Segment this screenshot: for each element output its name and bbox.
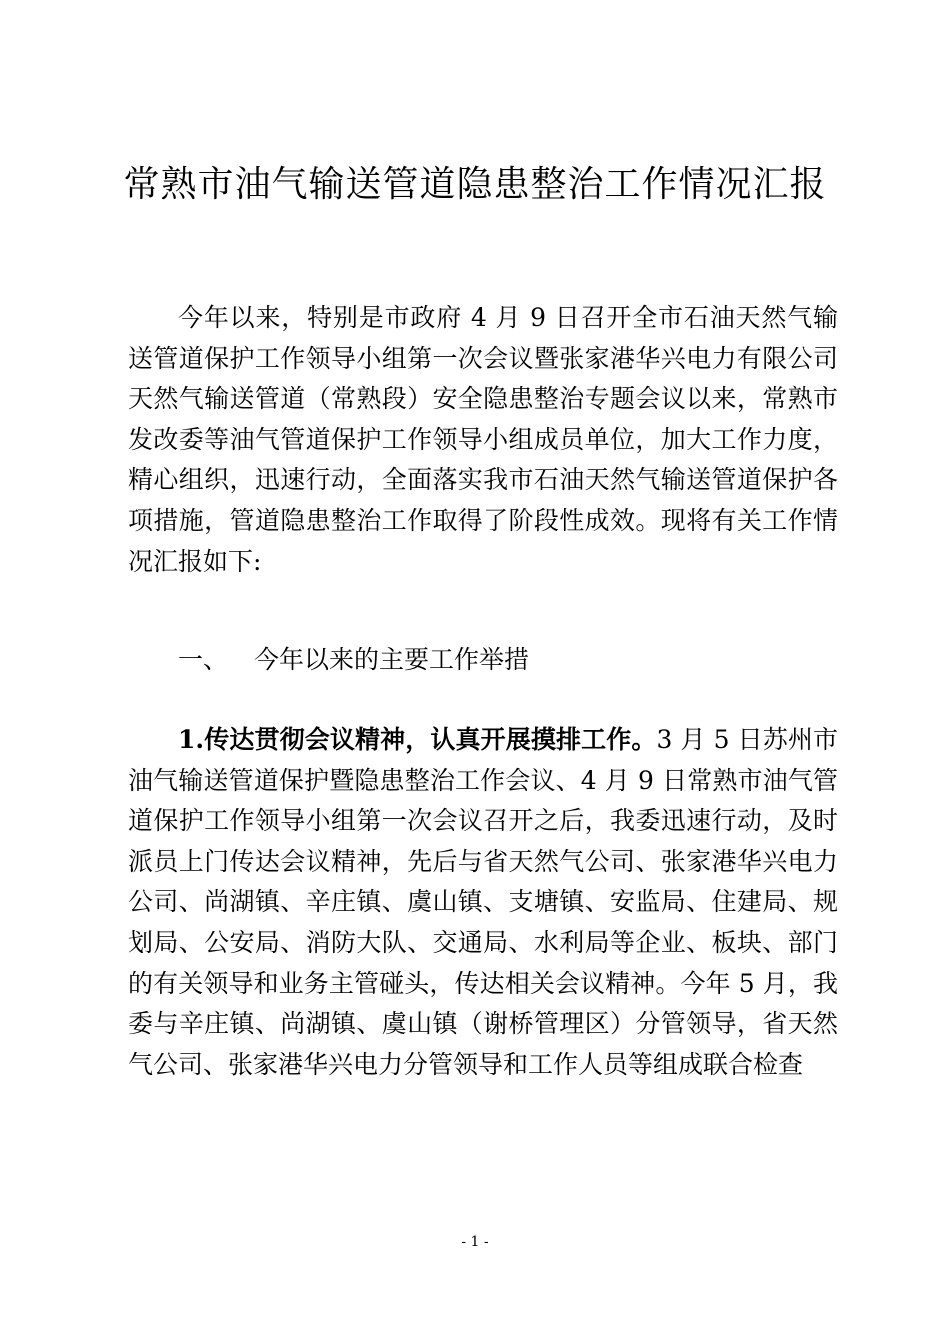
document-title: 常熟市油气输送管道隐患整治工作情况汇报 (123, 164, 827, 205)
section-number: 一、 (178, 645, 229, 674)
section-heading (178, 640, 529, 680)
item-1-paragraph (128, 720, 838, 1085)
section-heading-text: 今年以来的主要工作举措 (254, 645, 530, 674)
page-number: - 1 - (461, 1234, 489, 1250)
item-1-lead: 1.传达贯彻会议精神，认真开展摸排工作。 (178, 725, 657, 754)
item-1-body: 3 月 5 日苏州市油气输送管道保护暨隐患整治工作会议、4 月 9 日常熟市油气管道保护工作领导小组第一次会议召开之后，我委迅速行动，及时派员上门传达会议精神，先后与省天然气公司、张家港华兴电力公司、尚湖镇、辛庄镇、虞山镇、支塘镇、安监局、住建局、规划局、公安局、消防大队、交通局、水利局等企业、板块、部门的有关领导和业务主管碰头，传达相关会议精神。今年 5 月，我委与辛庄镇、尚湖镇、虞山镇（谢桥管理区）分管领导，省天然气公司、张家港华兴电力分管领导和工作人员等组成联合检查 (128, 725, 838, 1079)
intro-paragraph: 今年以来，特别是市政府 4 月 9 日召开全市石油天然气输送管道保护工作领导小组第一次会议暨张家港华兴电力有限公司天然气输送管道（常熟段）安全隐患整治专题会议以来，常熟市发改委等油气管道保护工作领导小组成员单位，加大工作力度，精心组织，迅速行动，全面落实我市石油天然气输送管道保护各项措施，管道隐患整治工作取得了阶段性成效。现将有关工作情况汇报如下: (128, 303, 838, 576)
